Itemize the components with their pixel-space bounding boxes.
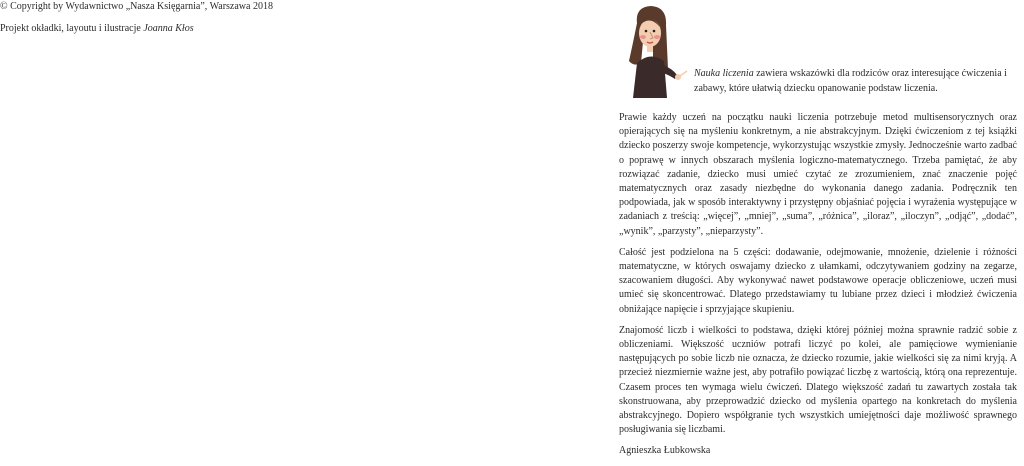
intro-paragraph [694,67,1014,96]
author-signature: Agnieszka Łubkowska [619,445,711,457]
main-text [619,111,1017,466]
credits-block [0,0,440,36]
design-credit-prefix: Projekt okładki, layoutu i ilustracje [0,23,141,34]
intro-text: zawiera wskazówki dla rodziców oraz interesujące ćwiczenia i zabawy, które ułatwią dziecku opanowanie podstaw liczenia. [694,68,1007,94]
paragraph-1: Prawie każdy uczeń na początku nauki liczenia potrzebuje metod multisensorycznych oraz opierających się na myśleniu konkretnym, a nie abstrakcyjnym. Dzięki ćwiczeniom z tej książki dziecko poszerzy swoje kompetencje, wykorzystując wszystkie zmysły. Jednocześnie warto zadbać o poprawę w innych obszarach myślenia logiczno-matematycznego. Trzeba pamiętać, że aby rozwiązać zadanie, dziecko musi umieć czytać ze zrozumieniem, znać znaczenie pojęć matematycznych oraz zasady niezbędne do wykonania danego zadania. Podręcznik ten podpowiada, jak w sposób interaktywny i przystępny objaśniać pojęcia i wyrażenia występujące w zadaniach z treścią: „więcej”, „mniej”, „suma”, „różnica”, „iloraz”, „iloczyn”, „odjąć”, „dodać”, „wynik”, „parzysty”, „nieparzysty”. [619,112,1017,237]
paragraph-3: Znajomość liczb i wielkości to podstawa, dzięki której później można sprawnie radzić sobie z obliczeniami. Większość uczniów potrafi liczyć po kolei, ale pamięciowe wymienianie następujących po sobie liczb nie oznacza, że dziecko rozumie, jakie wielkości się za nimi kryją. A przecież niezmiernie ważne jest, aby potrafiło powiązać liczbę z wartością, którą ona reprezentuje. Czasem proces ten wymaga wielu ćwiczeń. Dlatego większość zadań tu zawartych została tak skonstruowana, aby przeprowadzić dziecko od myślenia opartego na konkretach do myślenia abstrakcyjnego. Dopiero współgranie tych wszystkich umiejętności daje możliwość sprawnego posługiwania się liczbami. [619,324,1017,436]
design-credit-line [0,22,440,36]
teacher-illustration [619,3,689,98]
designer-name: Joanna Kłos [143,23,194,34]
paragraph-2: Całość jest podzielona na 5 części: dodawanie, odejmowanie, mnożenie, dzielenie i różności matematyczne, w których oswajamy dziecko z ułamkami, odczytywaniem godziny na zegarze, szacowaniem długości. Aby wykonywać nawet podstawowe operacje obliczeniowe, uczeń musi umieć się skoncentrować. Dlatego przedstawiamy tu lubiane przez dzieci i młodzież ćwiczenia obniżające napięcie i sprzyjające skupieniu. [619,246,1017,315]
copyright-line: © Copyright by Wydawnictwo „Nasza Księgarnia”, Warszawa 2018 [0,1,273,12]
book-title: Nauka liczenia [694,68,754,79]
